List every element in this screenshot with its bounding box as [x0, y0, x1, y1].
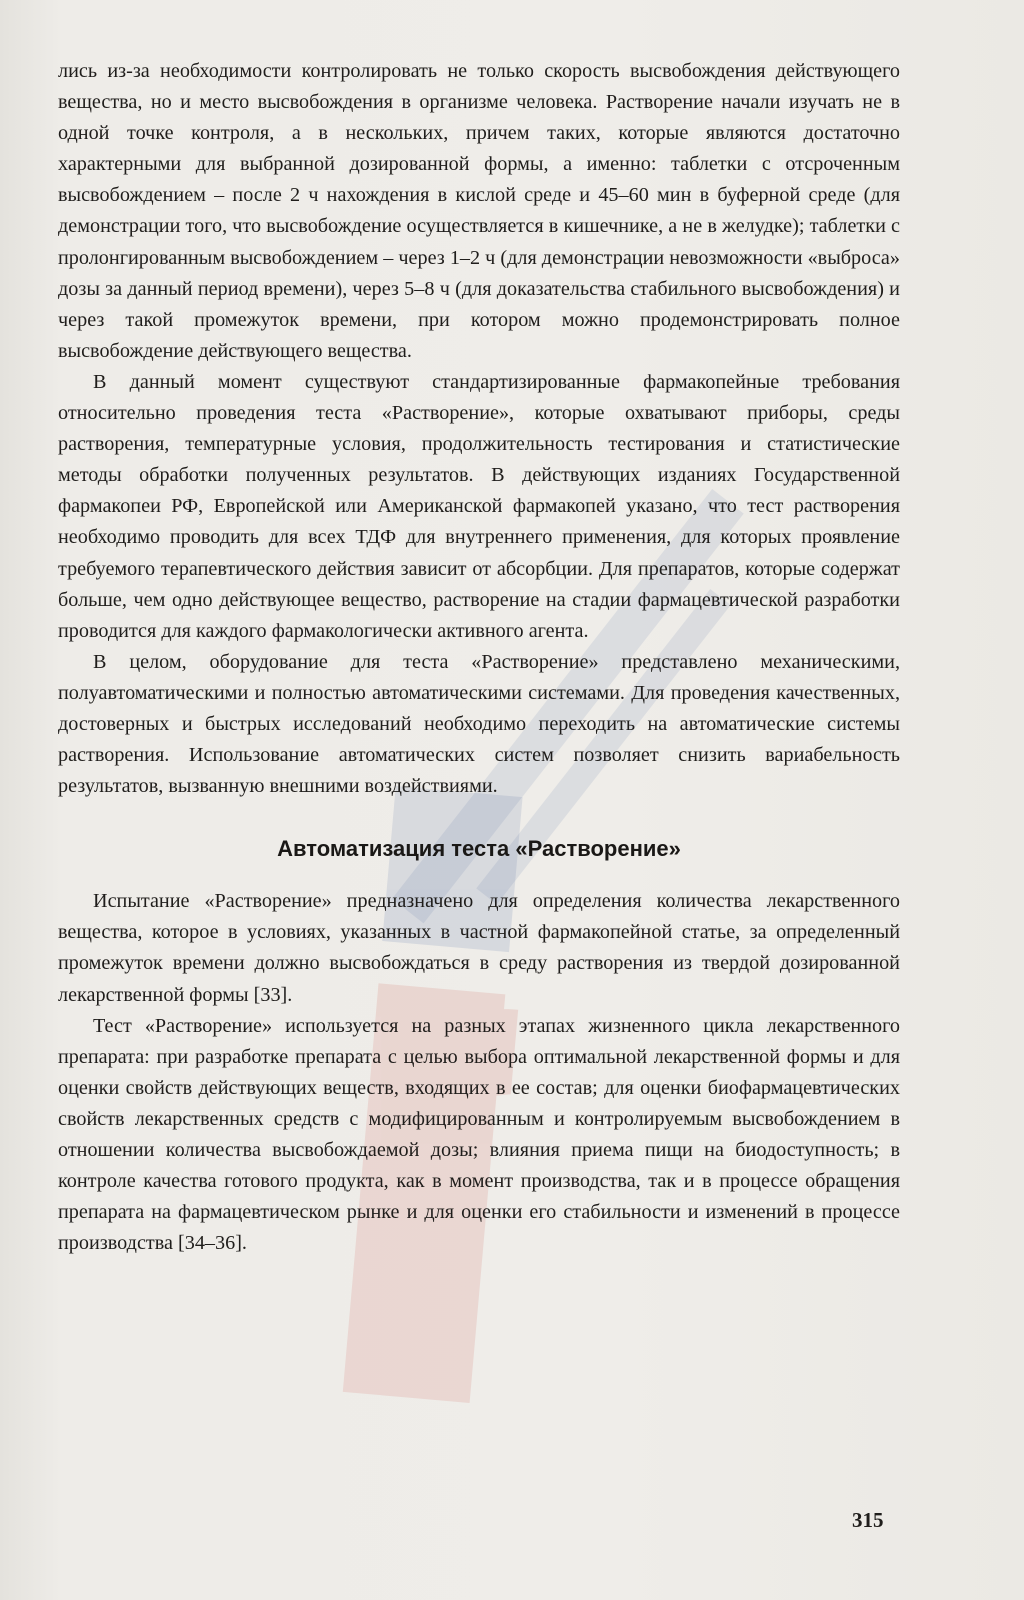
paragraph: Тест «Растворение» используется на разных этапах жизненного цикла лекарственного препарата: при разработке препарата с целью выбора оптимальной лекарственной формы и для оценки свойств действующих веществ, входящих в ее состав; для оценки биофармацевтических свойств лекарственных средств с модифицированным и контролируемым высвобождением в отношении количества высвобождаемой дозы; влияния приема пищи на биодоступность; в контроле качества готового продукта, как в момент производства, так и в процессе обращения препарата на фармацевтическом рынке и для оценки его стабильности и изменений в процессе производства [34–36]. [58, 1014, 900, 1255]
paragraph: Испытание «Растворение» предназначено для определения количества лекарственного вещества, которое в условиях, указанных в частной фармакопейной статье, за определенный промежуток времени должно высвобождаться в среду растворения из твердой дозированной лекарственной формы [33]. [58, 890, 900, 1006]
section-heading: Автоматизация теста «Растворение» [277, 836, 681, 862]
paragraph: лись из-за необходимости контролировать не только скорость высвобождения действующего вещества, но и место высвобождения в организме человека. Растворение начали изучать не в одной точке контроля, а в нескольких, причем таких, которые являются достаточно характерными для выбранной дозированной формы, а именно: таблетки с отсроченным высвобождением – после 2 ч нахождения в кислой среде и 45–60 мин в буферной среде (для демонстрации того, что высвобождение осуществляется в кишечнике, а не в желудке); таблетки с пролонгированным высвобождением – через 1–2 ч (для демонстрации невозможности «выброса» дозы за данный период времени), через 5–8 ч (для доказательства стабильного высвобождения) и через такой промежуток времени, при котором можно продемонстрировать полное высвобождение действующего вещества. [58, 60, 900, 362]
page-body [58, 56, 900, 1259]
page-number: 315 [852, 1508, 884, 1532]
paragraph: В данный момент существуют стандартизированные фармакопейные требования относительно проведения теста «Растворение», которые охватывают приборы, среды растворения, температурные условия, продолжительность тестирования и статистические методы обработки полученных результатов. В действующих изданиях Государственной фармакопеи РФ, Европейской или Американской фармакопей указано, что тест растворения необходимо проводить для всех ТДФ для внутреннего применения, для которых проявление требуемого терапевтического действия зависит от абсорбции. Для препаратов, которые содержат больше, чем одно действующее вещество, растворение на стадии фармацевтической разработки проводится для каждого фармакологически активного агента. [58, 370, 900, 642]
paragraph: В целом, оборудование для теста «Растворение» представлено механическими, полуавтоматическими и полностью автоматическими системами. Для проведения качественных, достоверных и быстрых исследований необходимо переходить на автоматические системы растворения. Использование автоматических систем позволяет снизить вариабельность результатов, вызванную внешними воздействиями. [58, 650, 900, 798]
